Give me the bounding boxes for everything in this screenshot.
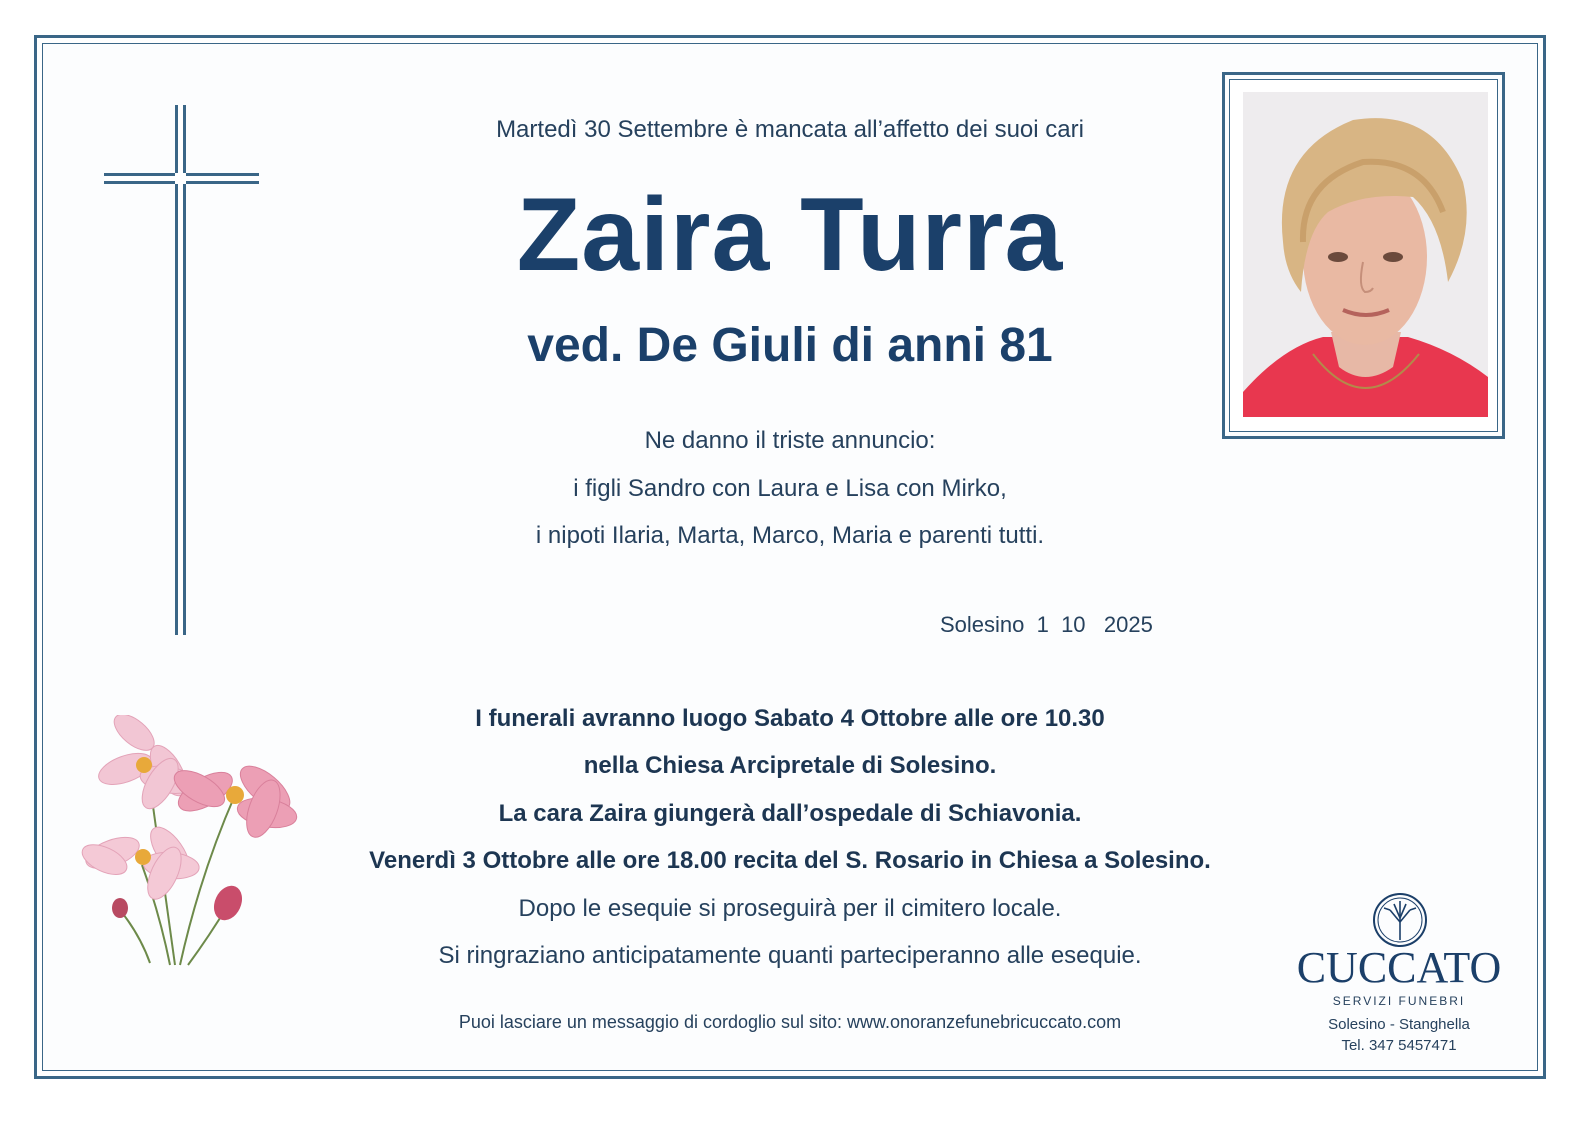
place-date: Solesino 1 10 2025 [940,612,1153,637]
flower-2 [169,758,299,841]
portrait-photo [1243,92,1488,417]
funeral-line: I funerali avranno luogo Sabato 4 Ottobre alle ore 10.30 [475,705,1105,732]
logo-tagline: SERVIZI FUNEBRI [1332,994,1466,1008]
tree-emblem-icon [1372,892,1428,948]
flower-illustration [80,715,310,970]
announcement-line: i figli Sandro con Laura e Lisa con Mirko, [573,475,1007,502]
deceased-subtitle: ved. De Giuli di anni 81 [527,319,1053,372]
flower-bud [112,881,247,925]
funeral-line: La cara Zaira giungerà dall’ospedale di Schiavonia. [498,800,1082,827]
deceased-name: Zaira Turra [516,177,1064,293]
cross-icon [104,105,259,635]
website-line: Puoi lasciare un messaggio di cordoglio sul sito: www.onoranzefunebricuccato.com [458,1012,1122,1032]
funeral-line: nella Chiesa Arcipretale di Solesino. [583,752,997,779]
announcement-line: Ne danno il triste annuncio: [644,427,936,454]
logo-location: Solesino - Stanghella [1328,1016,1470,1033]
closing-line: Si ringraziano anticipatamente quanti parteciperanno alle esequie. [438,942,1142,969]
flower-3 [80,821,200,904]
logo-phone: Tel. 347 5457471 [1341,1037,1457,1054]
announcement-line: i nipoti Ilaria, Marta, Marco, Maria e parenti tutti. [535,522,1045,549]
intro-line: Martedì 30 Settembre è mancata all’affetto dei suoi cari [496,116,1084,143]
logo-name: CUCCATO [1296,943,1502,992]
funeral-line: Venerdì 3 Ottobre alle ore 18.00 recita del S. Rosario in Chiesa a Solesino. [369,847,1211,874]
company-logo [1290,890,1508,1060]
closing-line: Dopo le esequie si proseguirà per il cimitero locale. [518,895,1062,922]
